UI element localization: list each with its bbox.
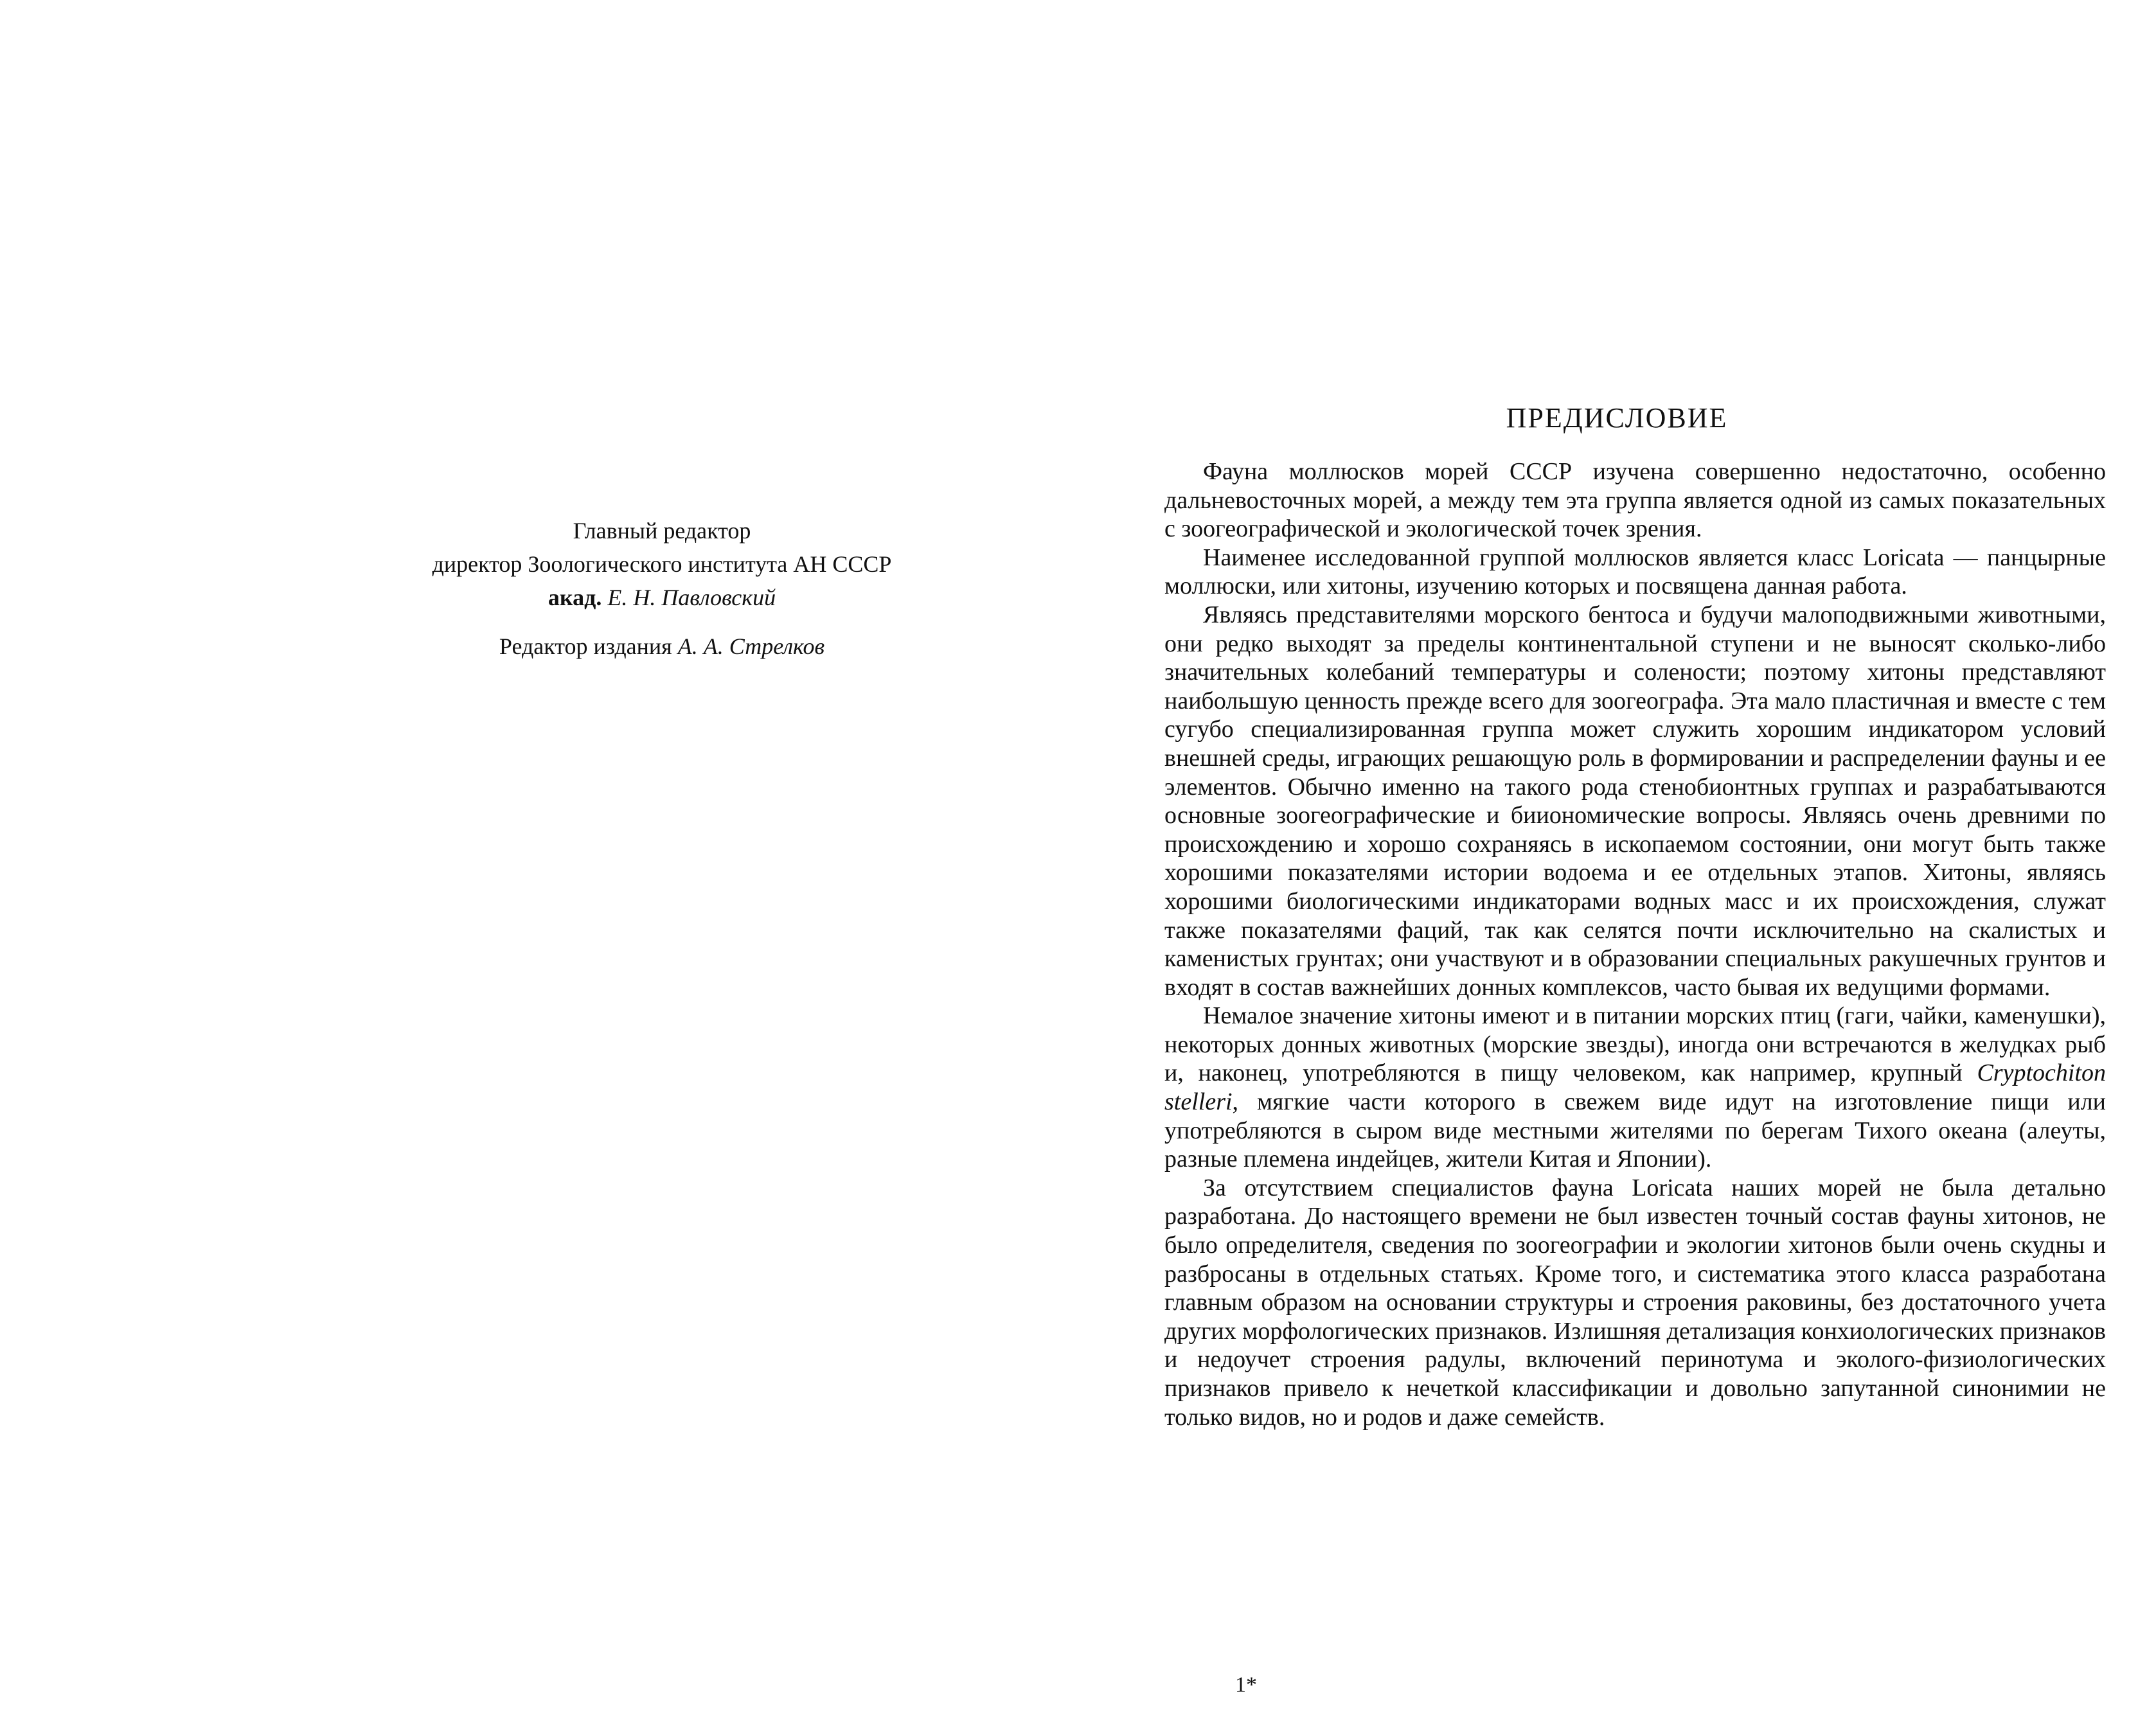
edition-editor-name: А. А. Стрелков — [677, 633, 825, 659]
imprint-block — [341, 514, 983, 663]
paragraph-4-end: , мягкие части которого в свежем виде идут на изготовление пищи или употребляются в сыром виде местными жителями по берегам Тихого океана (алеуты, разные племена индейцев, жители Китая и Японии). — [1164, 1088, 2106, 1173]
preface-text — [1164, 457, 2106, 1431]
academician-name: Е. Н. Павловский — [607, 585, 776, 610]
paragraph-3: Являясь представителями морского бентоса и будучи малоподвижными животными, они редко выходят за пределы континентальной ступени и не выносят сколько-либо значительных колебаний температуры и солености; поэтому хитоны представляют наибольшую ценность прежде всего для зоогеографа. Эта мало пластичная и вместе с тем сугубо специализированная группа может служить хорошим индикатором условий внешней среды, играющих решающую роль в формировании и распределении фауны и ее элементов. Обычно именно на такого рода стенобионтных группах и разрабатываются основные зоогеографические и бииономические вопросы. Являясь очень древними по происхождению и хорошо сохраняясь в ископаемом состоянии, они могут быть также хорошими показателями истории водоема и ее отдельных этапов. Хитоны, являясь хорошими биологическими индикаторами водных масс и их происхождения, служат также показателями фаций, так как селятся почти исключительно на скалистых и каменистых грунтах; они участвуют и в образовании специальных ракушечных грунтов и входят в состав важнейших донных комплексов, часто бывая их ведущими формами. — [1164, 601, 2106, 1001]
academician-line — [341, 581, 983, 614]
director-line: директор Зоологического института АН СССР — [432, 551, 892, 577]
academician-label: акад. — [548, 585, 602, 610]
paragraph-2: Наименее исследованной группой моллюсков является класс Loricata — панцырные моллюски, или хитоны, изучению которых и посвящена данная работа. — [1164, 544, 2106, 600]
right-page — [1078, 0, 2156, 1725]
paragraph-1: Фауна моллюсков морей СССР изучена совершенно недостаточно, особенно дальневосточных морей, а между тем эта группа является одной из самых показательных с зоогеографической и экологической точек зрения. — [1164, 458, 2106, 543]
paragraph-5: За отсутствием специалистов фауна Loricata наших морей не была детально разработана. До настоящего времени не был известен точный состав фауны хитонов, не было определителя, сведения по зоогеографии и экологии хитонов были очень скудны и разбросаны в отдельных статьях. Кроме того, и систематика этого класса разработана главным образом на основании структуры и строения раковины, без достаточного учета других морфологических признаков. Излишняя детализация конхиологических признаков и недоучет строения радулы, включений перинотума и эколого-физиологических признаков привело к нечеткой классификации и довольно запутанной синонимии не только видов, но и родов и даже семейств. — [1164, 1174, 2106, 1431]
species-name: Cryptochiton stelleri — [1164, 1059, 2106, 1116]
chief-editor-label: Главный редактор — [573, 518, 751, 544]
paragraph-4 — [1164, 1002, 2106, 1174]
edition-editor-line — [341, 630, 983, 663]
signature-mark: 1* — [1235, 1673, 1257, 1697]
paragraph-4-start: Немалое значение хитоны имеют и в питании морских птиц (гаги, чайки, каменушки), некоторых донных животных (морские звезды), иногда они встречаются в желудках рыб и, наконец, употребляются в пищу человеком, как например, крупный — [1164, 1002, 2106, 1087]
edition-editor-label: Редактор издания — [499, 633, 672, 659]
page-title: ПРЕДИСЛОВИЕ — [1506, 402, 1728, 434]
